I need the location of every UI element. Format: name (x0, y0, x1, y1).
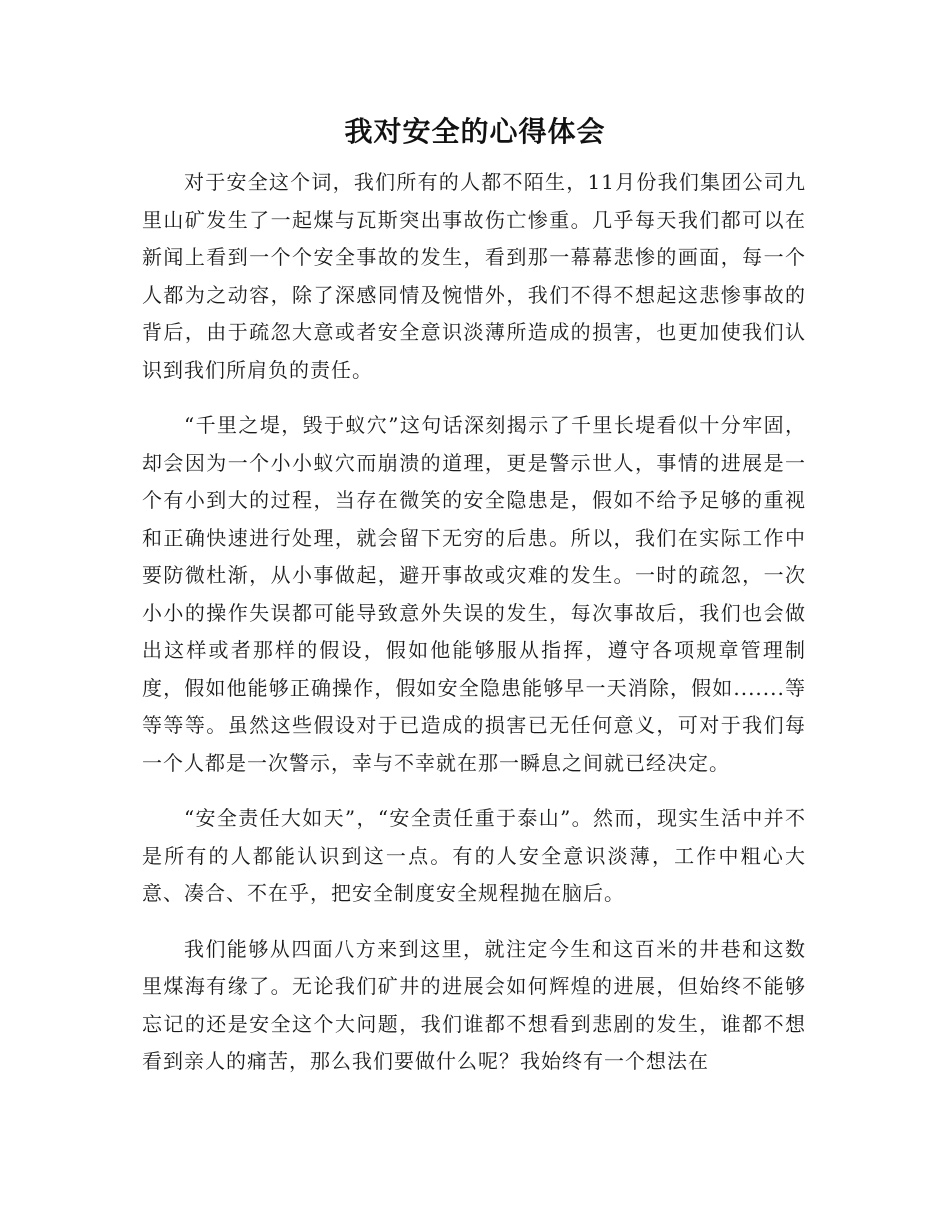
document-title: 我对安全的心得体会 (344, 115, 606, 148)
paragraph-3: “安全责任大如天”，“安全责任重于泰山”。然而，现实生活中并不是所有的人都能认识到这一点。有的人安全意识淡薄，工作中粗心大意、凑合、不在乎，把安全制度安全规程抛在脑后。 (142, 806, 806, 905)
paragraph-1: 对于安全这个词，我们所有的人都不陌生，11月份我们集团公司九里山矿发生了一起煤与瓦斯突出事故伤亡惨重。几乎每天我们都可以在新闻上看到一个个安全事故的发生，看到那一幕幕悲惨的画面，每一个人都为之动容，除了深感同情及惋惜外，我们不得不想起这悲惨事故的背后，由于疏忽大意或者安全意识淡薄所造成的损害，也更加使我们认识到我们所肩负的责任。 (142, 170, 806, 382)
document-body (142, 164, 806, 1099)
paragraph-2: “千里之堤，毁于蚁穴”这句话深刻揭示了千里长堤看似十分牢固，却会因为一个小小蚁穴而崩溃的道理，更是警示世人，事情的进展是一个有小到大的过程，当存在微笑的安全隐患是，假如不给予足够的重视和正确快速进行处理，就会留下无穷的后患。所以，我们在实际工作中要防微杜渐，从小事做起，避开事故或灾难的发生。一时的疏忽，一次小小的操作失误都可能导致意外失误的发生，每次事故后，我们也会做出这样或者那样的假设，假如他能够服从指挥，遵守各项规章管理制度，假如他能够正确操作，假如安全隐患能够早一天消除，假如.......等等等等。虽然这些假设对于已造成的损害已无任何意义，可对于我们每一个人都是一次警示，幸与不幸就在那一瞬息之间就已经决定。 (142, 413, 806, 775)
paragraph-4: 我们能够从四面八方来到这里，就注定今生和这百米的井巷和这数里煤海有缘了。无论我们矿井的进展会如何辉煌的进展，但始终不能够忘记的还是安全这个大问题，我们谁都不想看到悲剧的发生，谁都不想看到亲人的痛苦，那么我们要做什么呢？我始终有一个想法在 (142, 936, 806, 1073)
